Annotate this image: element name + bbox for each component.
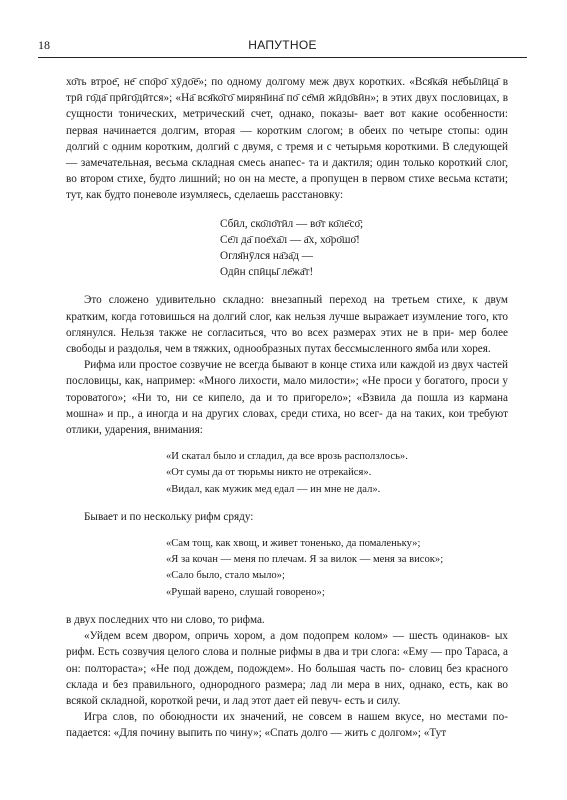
verse-line: Сбӣл, ско̄ло̄тӣл — во̄т ко̄ле̄со̄; [220, 217, 364, 230]
header-rule [38, 57, 527, 58]
text-line: да на таких, кои требуют отлики, ударения, внимания: [66, 407, 509, 437]
text-line: частей пословицы, как, например: «Много лихости, мало милости»; «Не проси [66, 359, 509, 388]
page-number: 18 [38, 38, 50, 52]
paragraph-3 [66, 357, 508, 438]
paragraph-2 [66, 292, 508, 357]
quote-line: «Видал, как мужик мед едал — ин мне не дал». [166, 483, 381, 495]
text-line: кратким, когда готовишься на долгий слог, как нельзя лучше выражает изумление [66, 310, 463, 323]
verse-line: Се̄л да̄ пое̄ха̄л — а̄х, хо̄ро̄шо̄! [220, 233, 360, 246]
text-line: та и дактиля; один только короткий слог, во втором стихе, будто лишний; но он на [66, 157, 508, 186]
text-line: «Уйдем всем двором, опричь хором, а дом подопрем колом» — шесть одинаков- [84, 630, 490, 643]
quote-line: «От сумы да от тюрьмы никто не отрекайся». [166, 467, 372, 479]
intro-paragraph [66, 74, 508, 204]
verse-line: Огля̄нӯлся на̄за̄д — [220, 250, 313, 263]
quote-line: «Рушай варено, слушай говорено»; [166, 586, 325, 598]
text-line: сделаешь расстановку: [234, 189, 344, 202]
text-line: Игра слов, по обоюдности их значений, не совсем в нашем вкусе, но местами по- [84, 711, 508, 724]
paragraph-4: Бывает и по нескольку рифм сряду: [84, 510, 254, 523]
quote-line: «Сало было, стало мыло»; [166, 570, 285, 582]
quote-line: «Сам тощ, как хвощ, и живет тоненько, да помаленьку»; [166, 538, 421, 550]
text-line: с четырьмя короткими. В следующей — замечательная, весьма складная смесь анапес- [66, 140, 508, 170]
paragraph-6 [66, 628, 508, 709]
paragraph-7 [66, 709, 508, 741]
page-header [38, 38, 527, 54]
paragraph-5: в двух последних что ни слово, то рифма. [66, 613, 265, 626]
text-line: вает вот какие особенности: первая начинается долгим, вторая — коротким слогом; [66, 108, 508, 137]
text-line: падается: «Для почину выпить по чину»; «Спать долго — жить с долгом»; «Тут [66, 727, 447, 740]
text-line: есть и силу. [344, 694, 401, 707]
text-line: да пошла из кармана мошна» и пр., а иногда и на других словах, среди стиха, но всег- [66, 391, 509, 420]
text-line: в обеих по четыре стопы: один долгий с одним коротким, долгий с двумя, с тремя и [66, 124, 508, 153]
text-line: в них, однако, есть, как во всякой складной, короткой речи, и лад этот дает ей певуч- [66, 678, 508, 707]
text-line: хо̄ть втрое̄, не̄ спо̄ро̄ хӯдо̄е̄»; по одному долгому меж двух коротких. «Вся̄ка̄я [66, 76, 448, 88]
text-line: того, кто оглянулся. Нельзя также не согласиться, что во всех размерах этих не в при- [66, 310, 508, 339]
text-line: про Тараса, а он: полтораста»; «Не под дождем, подождем». Но большая часть по- [66, 646, 509, 675]
text-line: месте, а пропущен в первом стихе весьма кстати; тут, как будто поневоле изумляесь, [66, 173, 508, 202]
quote-line: «И скатал было и сгладил, да все врозь расползлось». [166, 451, 408, 463]
text-line: Это сложено удивительно складно: внезапный переход на третьем стихе, к двум [84, 294, 508, 307]
text-line: в этих двух пословицах, в сущности тонических, метрический счет, однако, показы- [66, 92, 509, 121]
text-line: у богатого, проси у тороватого»; «Ни то, ни се кипело, да и то пригорело»; «Взвила [66, 375, 508, 404]
verse-block [220, 216, 508, 281]
page-body [66, 74, 508, 742]
text-line: не̄бы̄лӣца̄ в трӣ го̄да̄ прӣго̄дӣтся»; «На̄ вся̄ко̄го̄ мирян̄ина̄ по̄ се̄мӣ жӣдо̄вӣн»; [66, 76, 509, 105]
text-line: словиц без красного склада и без правильного, однородного размера; лад ли мера [66, 662, 508, 691]
running-title: НАПУТНОЕ [248, 38, 317, 52]
text-line: ямба или хорея. [415, 343, 491, 356]
quote-block-1 [166, 449, 508, 498]
verse-line: Одӣн спӣцы̄ ле̄жа̄т! [220, 266, 314, 279]
text-line: мер более свободы и раздолья, чем в тяжких, однообразных путах бессмысленного [66, 326, 509, 356]
text-line: ых рифм. Есть созвучия целого слова и полные рифмы в два и три слога: «Ему — [66, 630, 508, 659]
quote-block-2 [166, 536, 508, 601]
quote-line: «Я за кочан — меня по плечам. Я за вилок — меня за висок»; [166, 554, 444, 566]
text-line: Рифма или простое созвучие не всегда бывают в конце стиха или каждой из двух [84, 359, 474, 372]
